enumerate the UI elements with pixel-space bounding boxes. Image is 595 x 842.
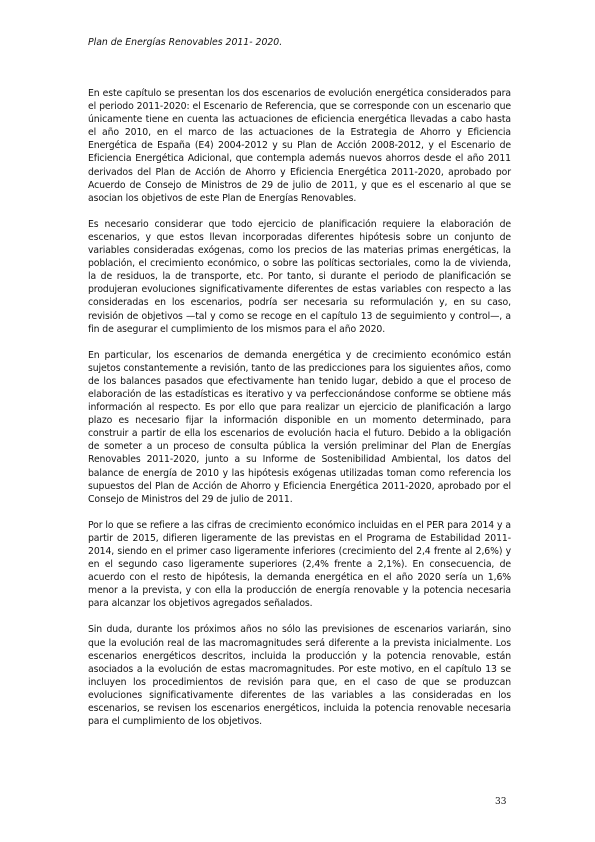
running-header: Plan de Energías Renovables 2011- 2020. [88,37,283,48]
paragraph-planificacion-hipotesis: Es necesario considerar que todo ejercicio de planificación requiere la elaboración de escenarios, y que estos llevan incorporadas diferentes hipótesis sobre un conjunto de variables consideradas exógenas, como los precios de las materias primas energéticas, la población, el crecimiento económico, o sobre las políticas sectoriales, como la de vivienda, la de residuos, la de transporte, etc. Por tanto, si durante el periodo de planificación se produjeran evoluciones significativamente diferentes de estas variables con respecto a las consideradas en los escenarios, podría ser necesaria su reformulación y, en su caso, revisión de objetivos —tal y como se recoge en el capítulo 13 de seguimiento y control—, a fin de asegurar el cumplimiento de los mismos para el año 2020. [88,218,511,335]
paragraph-revision-escenarios: En particular, los escenarios de demanda energética y de crecimiento económico están sujetos constantemente a revisión, tanto de las predicciones para los siguientes años, como de los balances pasados que efectivamente han tenido lugar, debido a que el proceso de elaboración de las estadísticas es iterativo y va perfeccionándose conforme se obtiene más información al respecto. Es por ello que para realizar un ejercicio de planificación a largo plazo es necesario fijar la información disponible en un momento determinado, para construir a partir de ella los escenarios de evolución hacia el futuro. Debido a la obligación de someter a un proceso de consulta pública la versión preliminar del Plan de Energías Renovables 2011-2020, junto a su Informe de Sostenibilidad Ambiental, los datos del balance de energía de 2010 y las hipótesis exógenas utilizadas toman como referencia los supuestos del Plan de Acción de Ahorro y Eficiencia Energética 2011-2020, aprobado por el Consejo de Ministros del 29 de julio de 2011. [88,349,511,505]
paragraph-crecimiento-economico: Por lo que se refiere a las cifras de crecimiento económico incluidas en el PER para 2014 y a partir de 2015, difieren ligeramente de las previstas en el Programa de Estabilidad 2011-2014, siendo en el primer caso ligeramente inferiores (crecimiento del 2,4 frente al 2,6%) y en el segundo caso ligeramente superiores (2,4% frente a 2,1%). En consecuencia, de acuerdo con el resto de hipótesis, la demanda energética en el año 2020 sería un 1,6% menor a la prevista, y con ella la producción de energía renovable y la potencia necesaria para alcanzar los objetivos agregados señalados. [88,519,511,610]
paragraph-escenarios-intro: En este capítulo se presentan los dos escenarios de evolución energética considerados para el periodo 2011-2020: el Escenario de Referencia, que se corresponde con un escenario que únicamente tiene en cuenta las actuaciones de eficiencia energética llevadas a cabo hasta el año 2010, en el marco de las actuaciones de la Estrategia de Ahorro y Eficiencia Energética de España (E4) 2004-2012 y su Plan de Acción 2008-2012, y el Escenario de Eficiencia Energética Adicional, que contempla además nuevos ahorros desde el año 2011 derivados del Plan de Acción de Ahorro y Eficiencia Energética 2011-2020, aprobado por Acuerdo de Consejo de Ministros de 29 de julio de 2011, y que es el escenario al que se asocian los objetivos de este Plan de Energías Renovables. [88,88,511,204]
page-number: 33 [495,797,507,807]
paragraph-macromagnitudes: Sin duda, durante los próximos años no sólo las previsiones de escenarios variarán, sino que la evolución real de las macromagnitudes será diferente a la prevista inicialmente. Los escenarios energéticos descritos, incluida la producción y la potencia renovable, están asociados a la evolución de estas macromagnitudes. Por este motivo, en el capítulo 13 se incluyen los procedimientos de revisión para que, en el caso de que se produzcan evoluciones significativamente diferentes de las variables a las consideradas en los escenarios, se revisen los escenarios energéticos, incluida la potencia renovable necesaria para el cumplimiento de los objetivos. [88,624,511,728]
body-text [88,87,511,741]
